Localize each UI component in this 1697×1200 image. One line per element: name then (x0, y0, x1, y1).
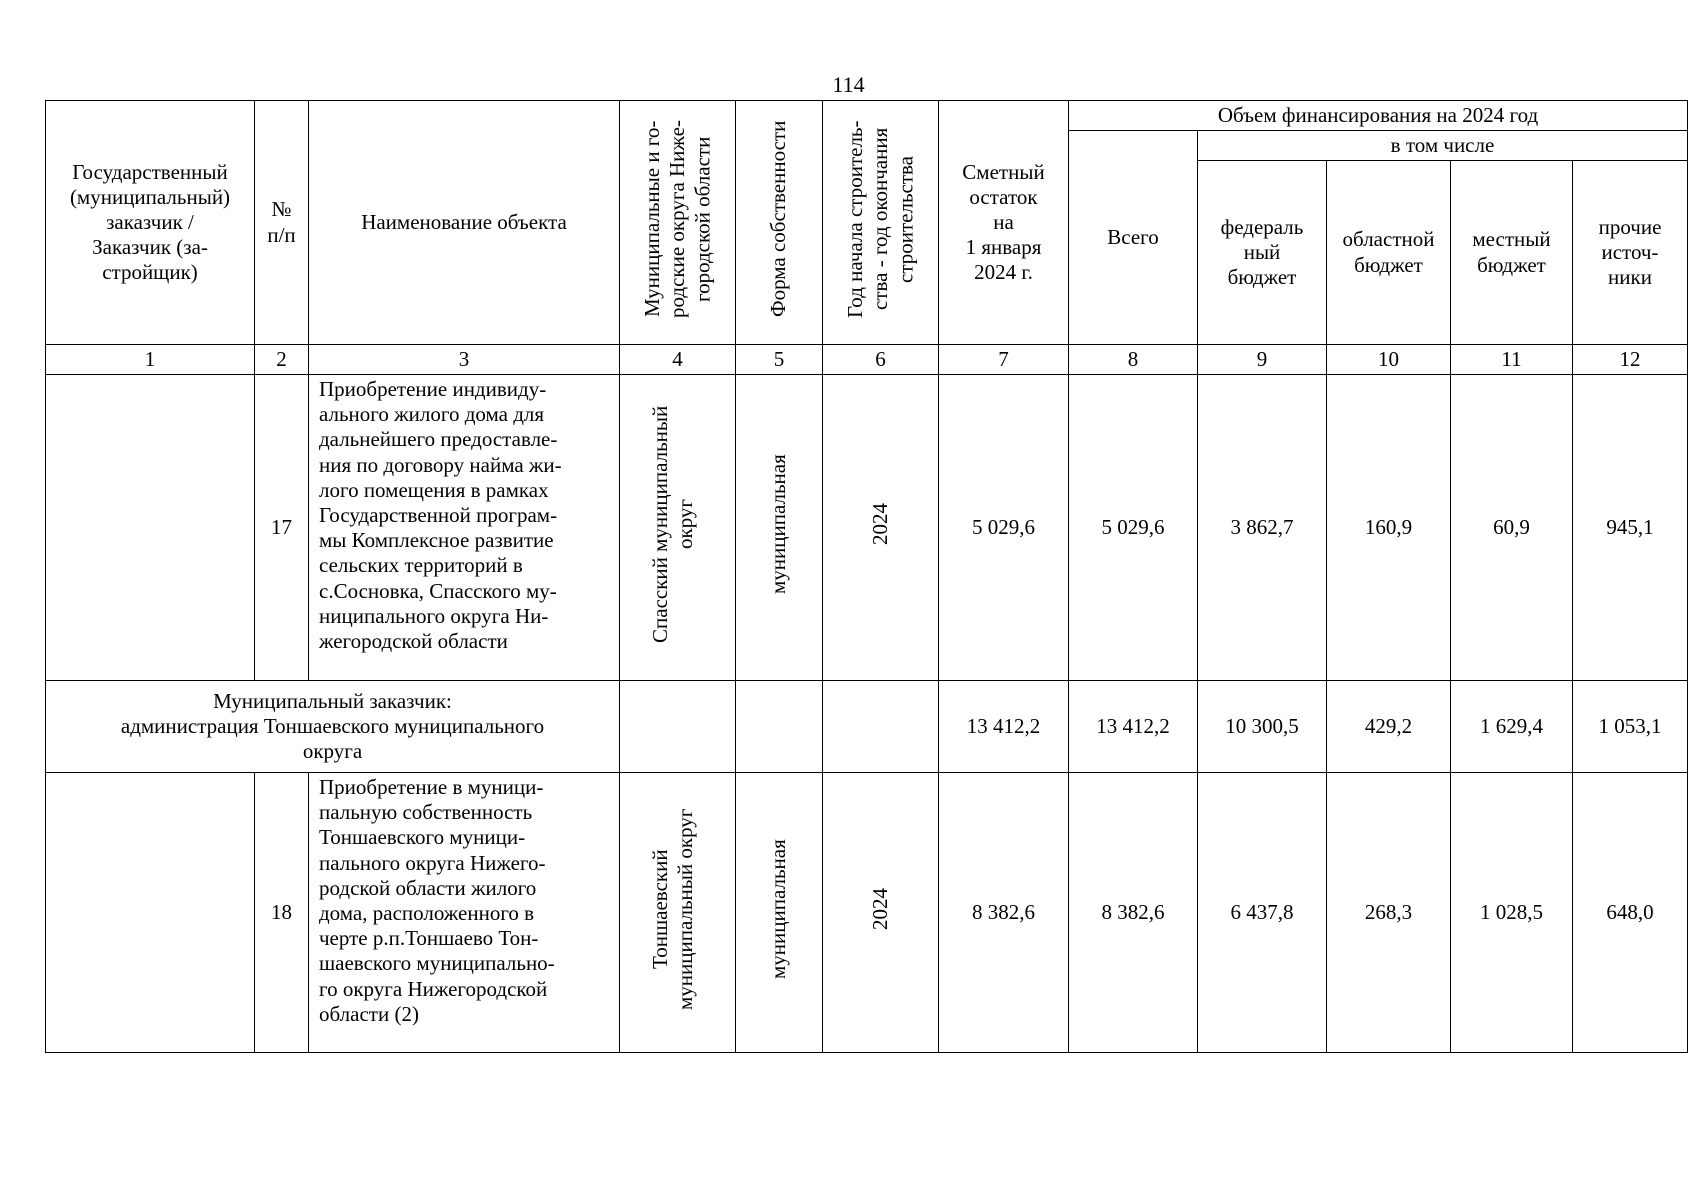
customer-years (823, 681, 939, 773)
customer-label-line: округа (302, 739, 363, 764)
column-number: 7 (939, 345, 1069, 375)
header-balance (939, 101, 1069, 345)
header-local (1451, 161, 1573, 345)
row-ownership (736, 773, 823, 1053)
column-number: 10 (1327, 345, 1451, 375)
row-balance: 5 029,6 (939, 375, 1069, 681)
object-name-line: пальную собственность (319, 800, 533, 825)
object-name-line: черте р.п.Тоншаево Тон- (319, 926, 539, 951)
header-other-line: источ- (1601, 239, 1659, 264)
row-district (620, 773, 736, 1053)
row-ownership-text: муниципальная (766, 839, 791, 980)
header-districts (620, 101, 736, 345)
object-name-line: Государственной програм- (319, 502, 558, 527)
row-customer-cell (46, 773, 255, 1053)
column-number: 1 (46, 345, 255, 375)
column-number: 8 (1069, 345, 1198, 375)
header-balance-line: на (993, 209, 1014, 234)
header-districts-text: Муниципальные и го-родские округа Ниже-городской области (639, 120, 715, 319)
object-name-line: пального округа Нижего- (319, 850, 546, 875)
object-name-line: лого помещения в рамках (319, 477, 549, 502)
row-years-text: 2024 (867, 503, 892, 546)
object-name-line: Тоншаевского муници- (319, 825, 526, 850)
customer-label-line: Муниципальный заказчик: (213, 688, 452, 713)
customer-federal: 10 300,5 (1198, 681, 1327, 773)
row-number: 17 (255, 375, 309, 681)
customer-local: 1 629,4 (1451, 681, 1573, 773)
column-number: 5 (736, 345, 823, 375)
column-number: 12 (1573, 345, 1688, 375)
header-including: в том числе (1198, 131, 1688, 161)
customer-regional: 429,2 (1327, 681, 1451, 773)
object-name-line: мы Комплексное развитие (319, 528, 554, 553)
header-customer-line: Государственный (72, 159, 228, 184)
object-name-line: дальнейшего предоставле- (319, 427, 558, 452)
row-ownership-text: муниципальная (766, 454, 791, 595)
header-financing: Объем финансирования на 2024 год (1069, 101, 1688, 131)
row-total: 8 382,6 (1069, 773, 1198, 1053)
column-number: 3 (309, 345, 620, 375)
table-row (46, 375, 1688, 681)
header-customer (46, 101, 255, 345)
column-number: 9 (1198, 345, 1327, 375)
page-number: 114 (832, 72, 865, 97)
customer-other: 1 053,1 (1573, 681, 1688, 773)
investment-program-table (45, 100, 1688, 1053)
object-name-line: Приобретение в муници- (319, 775, 544, 799)
header-federal-line: ный (1243, 239, 1281, 264)
header-number-line: п/п (267, 222, 296, 247)
object-name-line: с.Сосновка, Спасского му- (319, 578, 557, 603)
header-balance-line: остаток (969, 184, 1038, 209)
header-number (255, 101, 309, 345)
row-regional: 160,9 (1327, 375, 1451, 681)
header-ownership (736, 101, 823, 345)
object-name-line: ния по договору найма жи- (319, 452, 562, 477)
customer-district (620, 681, 736, 773)
object-name-line: ального жилого дома для (319, 402, 545, 427)
row-other: 648,0 (1573, 773, 1688, 1053)
header-years (823, 101, 939, 345)
row-years (823, 773, 939, 1053)
header-regional-line: бюджет (1354, 252, 1423, 277)
row-district-text: Спасский муниципальный округ (647, 405, 697, 644)
object-name-line: жегородской области (319, 628, 508, 653)
row-regional: 268,3 (1327, 773, 1451, 1053)
header-balance-line: Сметный (962, 159, 1045, 184)
header-total: Всего (1069, 131, 1198, 345)
object-name-line: Приобретение индивиду- (319, 377, 547, 401)
header-object-name: Наименование объекта (309, 101, 620, 345)
row-other: 945,1 (1573, 375, 1688, 681)
header-customer-line: стройщик) (102, 260, 198, 285)
header-other (1573, 161, 1688, 345)
customer-total: 13 412,2 (1069, 681, 1198, 773)
header-other-line: ники (1608, 265, 1652, 290)
header-regional-line: областной (1342, 227, 1435, 252)
row-years-text: 2024 (867, 888, 892, 931)
column-number: 4 (620, 345, 736, 375)
row-federal: 3 862,7 (1198, 375, 1327, 681)
object-name-line: родской области жилого (319, 875, 537, 900)
object-name-line: области (2) (319, 1001, 419, 1026)
row-object-name (309, 375, 620, 681)
header-customer-line: заказчик / (106, 209, 194, 234)
customer-label (46, 681, 620, 773)
customer-subtotal-row (46, 681, 1688, 773)
row-ownership (736, 375, 823, 681)
object-name-line: дома, расположенного в (319, 900, 535, 925)
row-balance: 8 382,6 (939, 773, 1069, 1053)
object-name-line: го округа Нижегородской (319, 976, 548, 1001)
column-numbers-row (46, 345, 1688, 375)
customer-balance: 13 412,2 (939, 681, 1069, 773)
header-other-line: прочие (1598, 214, 1662, 239)
column-number: 2 (255, 345, 309, 375)
customer-ownership (736, 681, 823, 773)
row-local: 60,9 (1451, 375, 1573, 681)
header-federal-line: федераль (1220, 214, 1304, 239)
header-local-line: местный (1472, 227, 1551, 252)
row-district (620, 375, 736, 681)
object-name-line: ниципального округа Ни- (319, 603, 549, 628)
header-regional (1327, 161, 1451, 345)
column-number: 11 (1451, 345, 1573, 375)
row-federal: 6 437,8 (1198, 773, 1327, 1053)
header-customer-line: Заказчик (за- (92, 235, 208, 260)
row-total: 5 029,6 (1069, 375, 1198, 681)
row-customer-cell (46, 375, 255, 681)
table-row (46, 773, 1688, 1053)
header-balance-line: 1 января (965, 235, 1042, 260)
header-federal (1198, 161, 1327, 345)
header-customer-line: (муниципальный) (69, 184, 231, 209)
header-balance-line: 2024 г. (974, 260, 1033, 285)
object-name-line: сельских территорий в (319, 553, 523, 578)
row-number: 18 (255, 773, 309, 1053)
object-name-line: шаевского муниципально- (319, 951, 555, 976)
row-object-name (309, 773, 620, 1053)
header-number-line: № (271, 197, 292, 222)
customer-label-line: администрация Тоншаевского муниципального (120, 713, 545, 738)
header-ownership-text: Форма собственности (766, 121, 791, 318)
header-years-text: Год начала строитель-ства - год окончания строительства (842, 120, 918, 319)
column-number: 6 (823, 345, 939, 375)
row-local: 1 028,5 (1451, 773, 1573, 1053)
row-years (823, 375, 939, 681)
row-district-text: Тоншаевский муниципальный округ (647, 808, 697, 1011)
header-federal-line: бюджет (1227, 265, 1297, 290)
header-local-line: бюджет (1477, 252, 1546, 277)
